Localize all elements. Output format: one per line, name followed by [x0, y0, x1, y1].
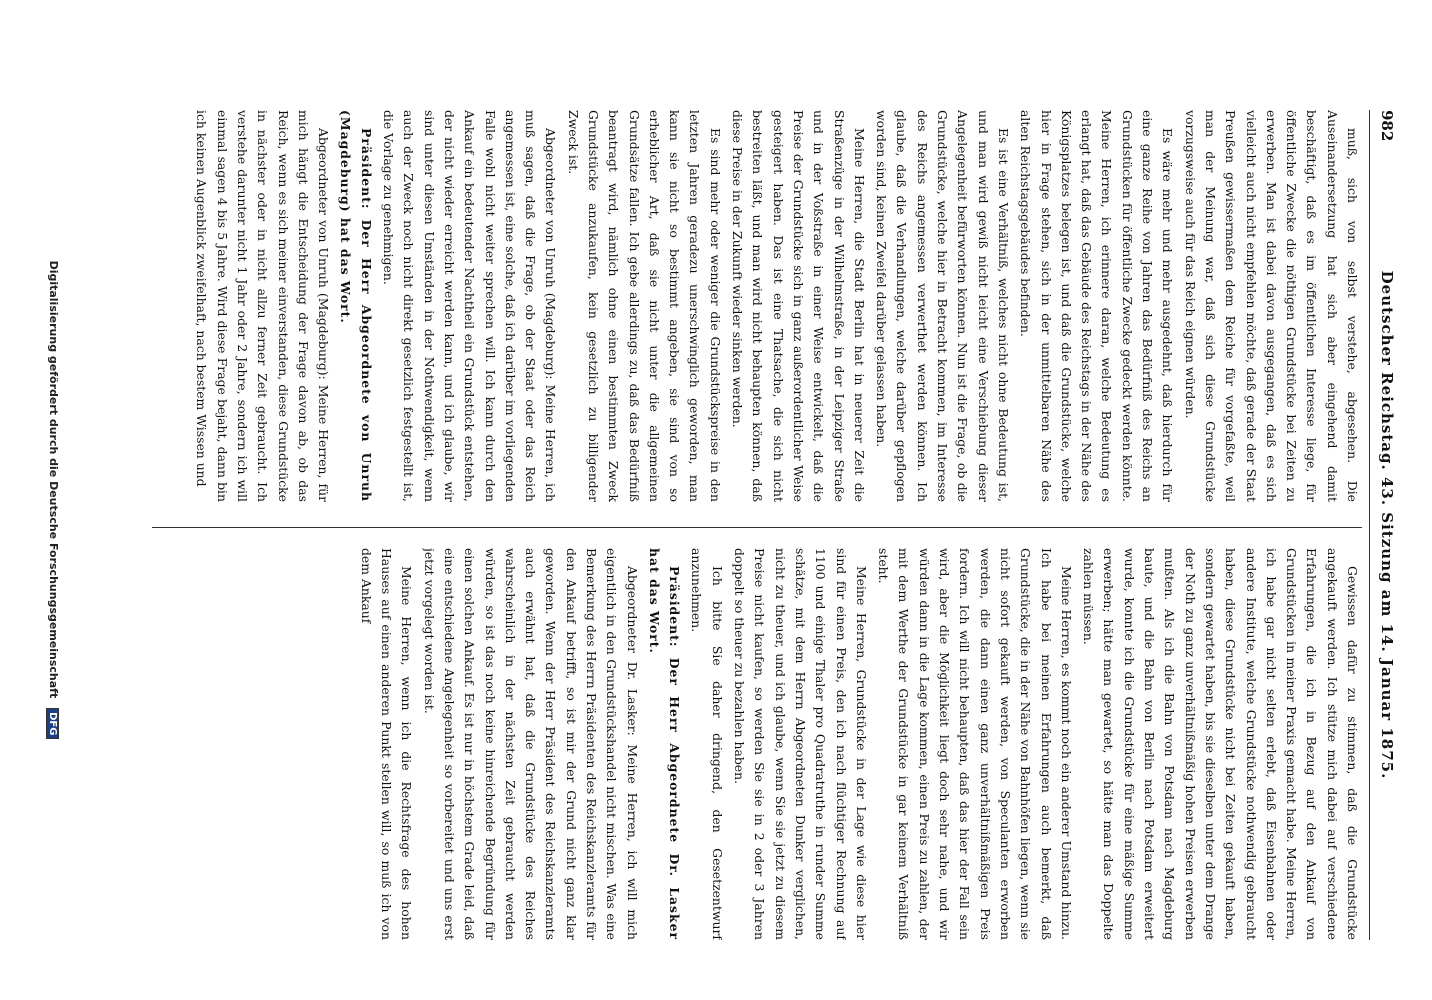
left-column — [132, 110, 1362, 502]
paragraph: Meine Herren, die Stadt Berlin hat in neuerer Zeit die Straßenzüge in der Wilhelmstraße, in der Leipziger Straße und in der Voßstraße in einer Weise entwickelt, daß die Preise der Grundstücke sich in ganz außerordentlicher Weise gesteigert haben. Das ist eine Thatsache, die sich nicht bestreiten läßt, und man wird nicht behaupten können, daß diese Preise in der Zukunft wieder sinken werden. — [730, 110, 867, 502]
digitization-credit — [47, 0, 61, 1000]
paragraph: Es wäre mehr und mehr ausgedehnt, daß hierdurch für eine ganze Reihe von Jahren das Bedürfniß des Reichs an Grundstücken für öffentliche Zwecke gedeckt werden könnte. Meine Herren, ich erinnere daran, welche Bedeutung es erlangt hat, daß das Gebäude des Reichstags in der Nähe des Königsplatzes belegen ist, und daß die Grundstücke, welche hier in Frage stehen, sich in der unmittelbaren Nähe des alten Reichstagsgebäudes befinden. — [1018, 110, 1176, 502]
column-divider — [152, 527, 1362, 528]
paragraph: Es sind mehr oder weniger die Grundstückspreise in den letzten Jahren geradezu unerschwinglich geworden, man kann sie nicht so bestimmt angeben, sie sind von so erheblicher Art, daß sie nicht unter die allgemeinen Grundsätze fallen. Ich gebe allerdings zu, daß das Bedürfniß beantragt wird, nämlich ohne einen bestimmten Zweck Grundstücke anzukaufen, kein gesetzlich zu billigender Zweck ist. — [565, 110, 723, 502]
page-number: 982 — [1378, 110, 1396, 142]
paragraph: Ich bitte Sie daher dringend, den Gesetzentwurf anzunehmen. — [689, 548, 725, 940]
credit-text: Digitalisierung gefördert durch die Deutsche Forschungsgemeinschaft — [47, 260, 60, 699]
header-rule — [1369, 110, 1370, 940]
paragraph: Meine Herren, Grundstücke in der Lage wie diese hier sind für einen Preis, den ich nach flüchtiger Rechnung auf 1100 und einige Thaler pro Quadratruthe in runder Summe schätze, mit dem Herrn Abgeordneten Dunker verglichen, nicht zu theuer, und ich glaube, wenn Sie sie jetzt zu diesem Preise nicht kaufen, so werden Sie sie in 2 oder 3 Jahren doppelt so theuer zu bezahlen haben. — [732, 548, 869, 940]
speaker-paragraph: Präsident: Der Herr Abgeordnete von Unruh (Magdeburg) hat das Wort. — [338, 110, 374, 502]
paragraph: Es ist eine Verhältniß, welches nicht ohne Bedeutung ist, und man wird gewiß nicht leicht eine Verschiebung dieser Angelegenheit befürworten können. Nun ist die Frage, ob die Grundstücke, welche hier in Betracht kommen, im Interesse des Reichs angemessen verwerthet werden können. Ich glaube, daß die Verhandlungen, welche darüber gepflogen worden sind, keinen Zweifel darüber gelassen haben. — [874, 110, 1011, 502]
speaker-paragraph: Präsident: Der Herr Abgeordnete Dr. Lasker hat das Wort. — [646, 548, 683, 940]
paragraph: Meine Herren, wenn ich die Rechtsfrage des hohen Hauses auf einen anderen Punkt stellen will, so muß ich von dem Ankauf — [358, 548, 415, 940]
page-header — [1372, 110, 1396, 940]
paragraph: Abgeordneter von Unruh (Magdeburg): Meine Herren, ich muß sagen, daß die Frage, ob der Staat oder das Reich angemessen ist, eine solche, daß ich darüber im vorliegenden Falle wohl nicht weiter sprechen will. Ich kann durch den Ankauf ein bedeutender Nachtheil ein Grundstück entstehen, der nicht wieder erreicht werden kann, und ich glaube, wir sind unter diesen Umständen in der Nothwendigkeit, wenn auch der Zweck noch nicht direkt gesetzlich festgestellt ist, die Vorlage zu genehmigen. — [381, 110, 559, 502]
right-column — [132, 548, 1362, 940]
paragraph: Abgeordneter von Unruh (Magdeburg): Meine Herren, für mich hängt die Entscheidung der Frage davon ab, ob das Reich, wenn es sich meiner einverstanden, diese Grundstücke in nächster oder in nicht allzu ferner Zeit gebraucht. Ich verstehe darunter nicht 1 Jahr oder 2 Jahre, sondern ich will einmal sagen 4 bis 5 Jahre. Wird diese Frage bejaht, dann bin ich keinen Augenblick zweifelhaft, nach bestem Wissen und — [194, 110, 332, 502]
dfg-logo: DFG — [47, 708, 60, 739]
paragraph: Abgeordneter Dr. Lasker: Meine Herren, ich will mich eigentlich in den Grundstückshandel nicht mischen. Was eine Bemerkung des Herrn Präsidenten des Reichskanzleramts für den Ankauf betrifft, so ist mir der Grund nicht ganz klar geworden. Wenn der Herr Präsident des Reichskanzleramts auch erwähnt hat, daß die Grundstücke des Reiches wahrscheinlich in der nächsten Zeit gebraucht werden würden, so ist das noch keine hinreichende Begründung für einen solchen Ankauf. Es ist nur in höchstem Grade leid, daß eine entschiedene Angelegenheit so vorbereitet und uns erst jetzt vorgelegt worden ist. — [421, 548, 640, 940]
paragraph: muß, sich von selbst verstehe, abgesehen. Die Auseinandersetzung hat sich aber eingehend damit beschäftigt, daß es im öffentlichen Interesse liege, für öffentliche Zwecke die nöthigen Grundstücke bei Zeiten zu erwerben. Man ist dabei davon ausgegangen, daß es sich vielleicht auch nicht empfehlen möchte, daß gerade der Staat Preußen gewissermaßen dem Reiche für vorgefaßte, weil man der Meinung war, daß sich diese Grundstücke vorzugsweise auch für das Reich eignen würden. — [1182, 110, 1360, 502]
paragraph: Meine Herren, es kommt noch ein anderer Umstand hinzu. Ich habe bei meinen Erfahrungen auch bemerkt, daß Grundstücke, die in der Nähe von Bahnhöfen liegen, wenn sie nicht sofort gekauft werden, von Speculanten erworben werden, die dann einen ganz unverhältnißmäßigen Preis fordern. Ich will nicht behaupten, daß das hier der Fall sein wird, aber die Möglichkeit liegt doch sehr nahe, und wir würden dann in die Lage kommen, einen Preis zu zahlen, der mit dem Werthe der Grundstücke in gar keinem Verhältniß steht. — [876, 548, 1074, 940]
running-title: Deutscher Reichstag. 43. Sitzung am 14. Januar 1875. — [1378, 270, 1396, 780]
paragraph: Gewissen dafür zu stimmen, daß die Grundstücke angekauft werden. Ich stütze mich dabei auf verschiedene Erfahrungen, die ich in Bezug auf den Ankauf von Grundstücken in meiner Praxis gemacht habe. Meine Herren, ich habe gar nicht selten erlebt, daß Eisenbahnen oder andere Institute, welche Grundstücke nothwendig gebraucht haben, diese Grundstücke nicht bei Zeiten gekauft haben, sondern gewartet haben, bis sie dieselben unter dem Drange der Noth zu ganz unverhältnißmäßig hohen Preisen erwerben mußten. Als ich die Bahn von Potsdam nach Magdeburg baute, und die Bahn von Berlin nach Potsdam erweitert wurde, konnte ich die Grundstücke für eine mäßige Summe erwerben; hätte man gewartet, so hätte man das Doppelte zahlen müssen. — [1081, 548, 1360, 940]
